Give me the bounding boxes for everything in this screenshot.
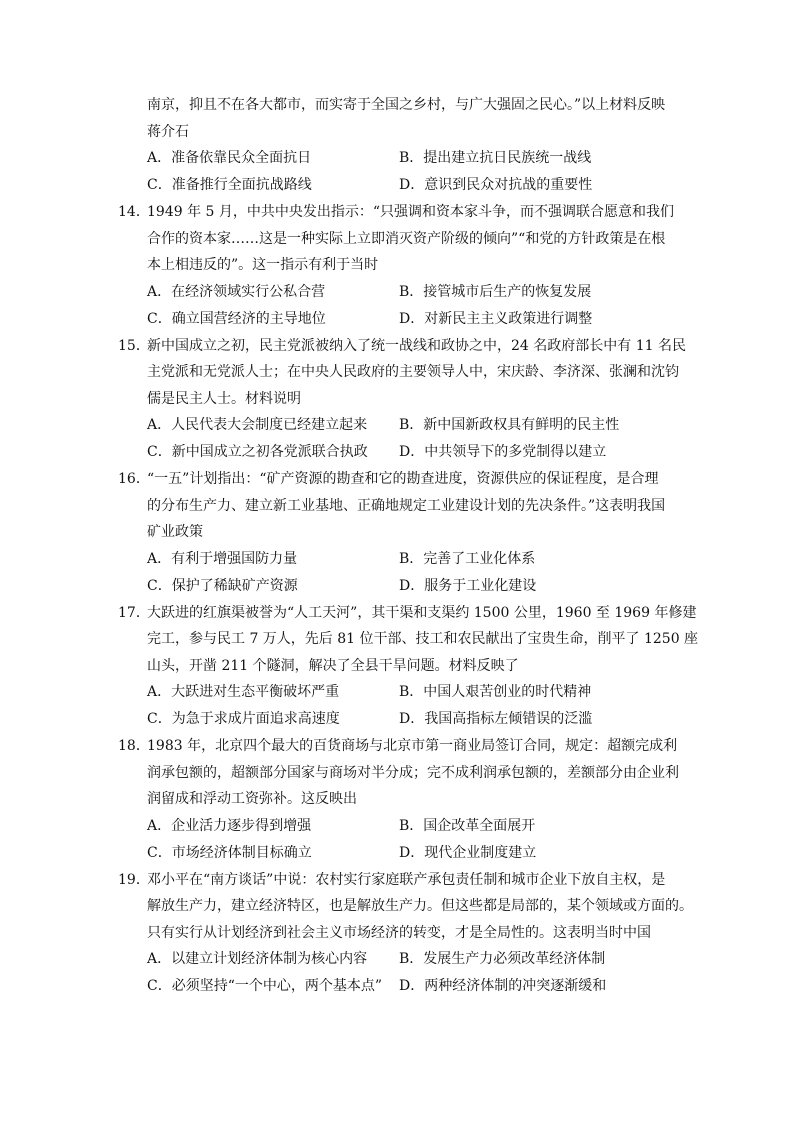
question-17 (118, 600, 699, 734)
option-row (118, 306, 678, 333)
option-b[interactable]: B．完善了工业化体系 (399, 550, 536, 567)
option-row (118, 279, 678, 306)
option-a[interactable]: A．有利于增强国防力量 (147, 550, 298, 567)
question-text-line (118, 733, 678, 760)
question-text-line (118, 199, 678, 226)
option-c[interactable]: C．保护了稀缺矿产资源 (147, 577, 298, 594)
option-row (118, 439, 678, 466)
question-text-line: 儒是民主人士。材料说明 (147, 390, 301, 407)
question-text-line: 南京，抑且不在各大都市，而实寄于全国之乡村，与广大强固之民心。”以上材料反映 (147, 97, 666, 113)
question-text-line: 合作的资本家……这是一种实际上立即消灭资产阶级的倾向”“和党的方针政策是在根 (147, 230, 666, 247)
option-b[interactable]: B．提出建立抗日民族统一战线 (399, 150, 592, 166)
option-b[interactable]: B．中国人艰苦创业的时代精神 (399, 684, 592, 700)
question-text-line: 润留成和浮动工资弥补。这反映出 (147, 791, 357, 807)
question-text-line (118, 466, 678, 493)
option-row (118, 946, 678, 973)
question-text: 1983 年，北京四个最大的百货商场与北京市第一商业局签订合同，规定：超额完成利 (147, 738, 678, 754)
question-13-continued (118, 92, 678, 199)
question-number: 15． (118, 337, 150, 354)
question-14 (118, 199, 678, 333)
option-row (118, 172, 678, 199)
option-c[interactable]: C．确立国营经济的主导地位 (147, 310, 326, 327)
question-text: “一五”计划指出：“矿产资源的勘查和它的勘查进度，资源供应的保证程度，是合理 (147, 471, 659, 487)
option-c[interactable]: C．新中国成立之初各党派联合执政 (147, 444, 368, 460)
question-text-line: 主党派和无党派人士；在中央人民政府的主要领导人中，宋庆龄、李济深、张澜和沈钧 (147, 364, 679, 380)
exam-content (118, 92, 699, 1000)
question-text-line: 矿业政策 (147, 524, 203, 540)
option-row (118, 813, 678, 840)
question-19 (118, 867, 693, 1001)
question-18 (118, 733, 678, 867)
option-row (118, 573, 678, 600)
option-a[interactable]: A．在经济领域实行公私合营 (147, 283, 326, 300)
question-number: 17． (118, 604, 150, 621)
question-text-line: 蒋介石 (147, 123, 189, 140)
option-row (118, 706, 678, 733)
question-16 (118, 466, 678, 600)
question-text-line: 本上相违反的”。这一指示有利于当时 (147, 257, 379, 273)
question-text: 大跃进的红旗渠被誉为“人工天河”，其干渠和支渠约 1500 公里，1960 至 1969 年修建 (147, 604, 697, 621)
option-a[interactable]: A．企业活力逐步得到增强 (147, 817, 312, 834)
option-d[interactable]: D．服务于工业化建设 (399, 577, 537, 594)
option-c[interactable]: C．准备推行全面抗战路线 (147, 177, 312, 193)
option-a[interactable]: A．大跃进对生态平衡破坏严重 (147, 684, 340, 700)
option-row (118, 840, 678, 867)
question-15 (118, 333, 686, 467)
question-text-line: 润承包额的，超额部分国家与商场对半分成；完不成利润承包额的，差额部分由企业利 (147, 764, 679, 781)
option-b[interactable]: B．新中国新政权具有鲜明的民主性 (399, 417, 620, 433)
question-number: 14． (118, 204, 150, 220)
option-row (118, 679, 678, 706)
option-row (118, 546, 678, 573)
option-c[interactable]: C．市场经济体制目标确立 (147, 844, 312, 861)
question-text-line (118, 867, 678, 894)
option-row (118, 973, 678, 1000)
option-b[interactable]: B．国企改革全面展开 (399, 817, 536, 834)
option-d[interactable]: D．我国高指标左倾错误的泛滥 (399, 711, 593, 727)
option-row (118, 412, 678, 439)
question-text-line (118, 333, 686, 360)
question-text-line: 山头，开凿 211 个隧洞，解决了全县干旱问题。材料反映了 (147, 657, 519, 674)
option-a[interactable]: A．准备依靠民众全面抗日 (147, 150, 312, 166)
question-text-line: 的分布生产力、建立新工业基地、正确地规定工业建设计划的先决条件。”这表明我国 (147, 497, 666, 514)
question-text-line: 解放生产力，建立经济特区，也是解放生产力。但这些都是局部的，某个领域或方面的。 (147, 898, 693, 914)
option-a[interactable]: A．人民代表大会制度已经建立起来 (147, 417, 368, 433)
question-text-line (118, 600, 697, 627)
option-a[interactable]: A．以建立计划经济体制为核心内容 (147, 951, 368, 967)
option-d[interactable]: D．中共领导下的多党制得以建立 (399, 444, 607, 460)
question-text-line: 只有实行从计划经济到社会主义市场经济的转变，才是全局性的。这表明当时中国 (147, 924, 651, 941)
question-number: 16． (118, 471, 150, 487)
option-c[interactable]: C．必须坚持“一个中心，两个基本点” (147, 978, 383, 994)
question-number: 19． (118, 871, 150, 888)
option-b[interactable]: B．接管城市后生产的恢复发展 (399, 283, 592, 300)
option-b[interactable]: B．发展生产力必须改革经济体制 (399, 951, 606, 967)
option-d[interactable]: D．意识到民众对抗战的重要性 (399, 177, 593, 193)
question-text-line: 完工，参与民工 7 万人，先后 81 位干部、技工和农民献出了宝贵生命，削平了 1250 座 (147, 631, 699, 647)
option-d[interactable]: D．现代企业制度建立 (399, 844, 537, 861)
question-number: 18． (118, 738, 150, 754)
option-row (118, 145, 678, 172)
question-text: 邓小平在“南方谈话”中说：农村实行家庭联产承包责任制和城市企业下放自主权，是 (147, 871, 666, 888)
question-text: 新中国成立之初，民主党派被纳入了统一战线和政协之中，24 名政府部长中有 11 名民 (147, 337, 686, 354)
question-text: 1949 年 5 月，中共中央发出指示：“只强调和资本家斗争，而不强调联合愿意和我们 (147, 204, 675, 220)
option-d[interactable]: D．两种经济体制的冲突逐渐缓和 (399, 978, 607, 994)
option-c[interactable]: C．为急于求成片面追求高速度 (147, 711, 340, 727)
option-d[interactable]: D．对新民主主义政策进行调整 (399, 310, 593, 327)
